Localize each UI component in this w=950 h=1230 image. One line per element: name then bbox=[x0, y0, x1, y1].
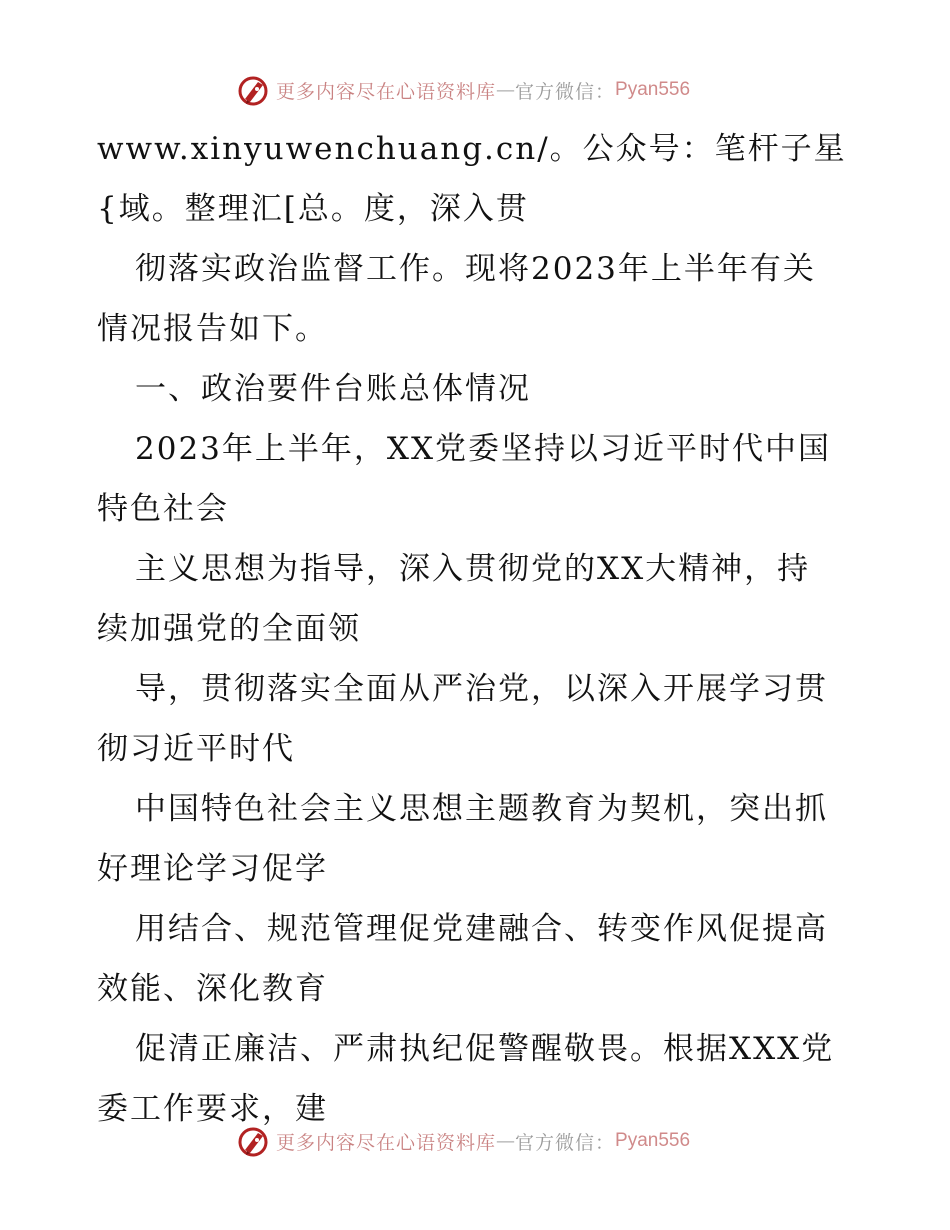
footer-wechat-id: Pyan556 bbox=[615, 1130, 691, 1151]
text-line: 效能、深化教育 bbox=[97, 971, 328, 1007]
text-line: 情况报告如下。 bbox=[97, 311, 328, 347]
text-line: 彻习近平时代 bbox=[97, 731, 295, 767]
text-line: 中国特色社会主义思想主题教育为契机，突出抓 bbox=[135, 791, 828, 827]
header-wechat-id: Pyan556 bbox=[615, 79, 691, 100]
footer-site-text: 更多内容尽在心语资料库 bbox=[276, 1131, 497, 1154]
text-line: 导，贯彻落实全面从严治党，以深入开展学习贯 bbox=[135, 671, 828, 707]
section-heading: 一、政治要件台账总体情况 bbox=[135, 371, 531, 407]
text-line: 彻落实政治监督工作。现将2023年上半年有关 bbox=[135, 251, 816, 287]
footer-dash: — bbox=[496, 1130, 516, 1152]
text-line: {域。整理汇[总。度，深入贯 bbox=[97, 191, 529, 227]
pen-nib-logo-icon bbox=[236, 73, 270, 107]
text-line: 委工作要求，建 bbox=[97, 1091, 328, 1127]
text-line: 用结合、规范管理促党建融合、转变作风促提高 bbox=[135, 911, 828, 947]
footer-wechat-label: 官方微信： bbox=[515, 1131, 616, 1154]
text-line: 主义思想为指导，深入贯彻党的XX大精神，持 bbox=[135, 551, 811, 587]
text-line: 续加强党的全面领 bbox=[97, 611, 361, 647]
document-body bbox=[97, 126, 857, 1146]
pen-nib-logo-icon bbox=[236, 1124, 270, 1158]
header-dash: — bbox=[496, 79, 516, 101]
header-wechat-label: 官方微信： bbox=[515, 80, 616, 103]
text-line: 2023年上半年，XX党委坚持以习近平时代中国 bbox=[135, 431, 832, 467]
text-line: 特色社会 bbox=[97, 491, 229, 527]
text-line: 促清正廉洁、严肃执纪促警醒敬畏。根据XXX党 bbox=[135, 1031, 835, 1067]
header-banner bbox=[236, 72, 690, 108]
footer-banner bbox=[236, 1123, 690, 1159]
header-site-text: 更多内容尽在心语资料库 bbox=[276, 80, 497, 103]
text-line: www.xinyuwenchuang.cn/。公众号：笔杆子星 bbox=[97, 131, 847, 167]
text-line: 好理论学习促学 bbox=[97, 851, 328, 887]
